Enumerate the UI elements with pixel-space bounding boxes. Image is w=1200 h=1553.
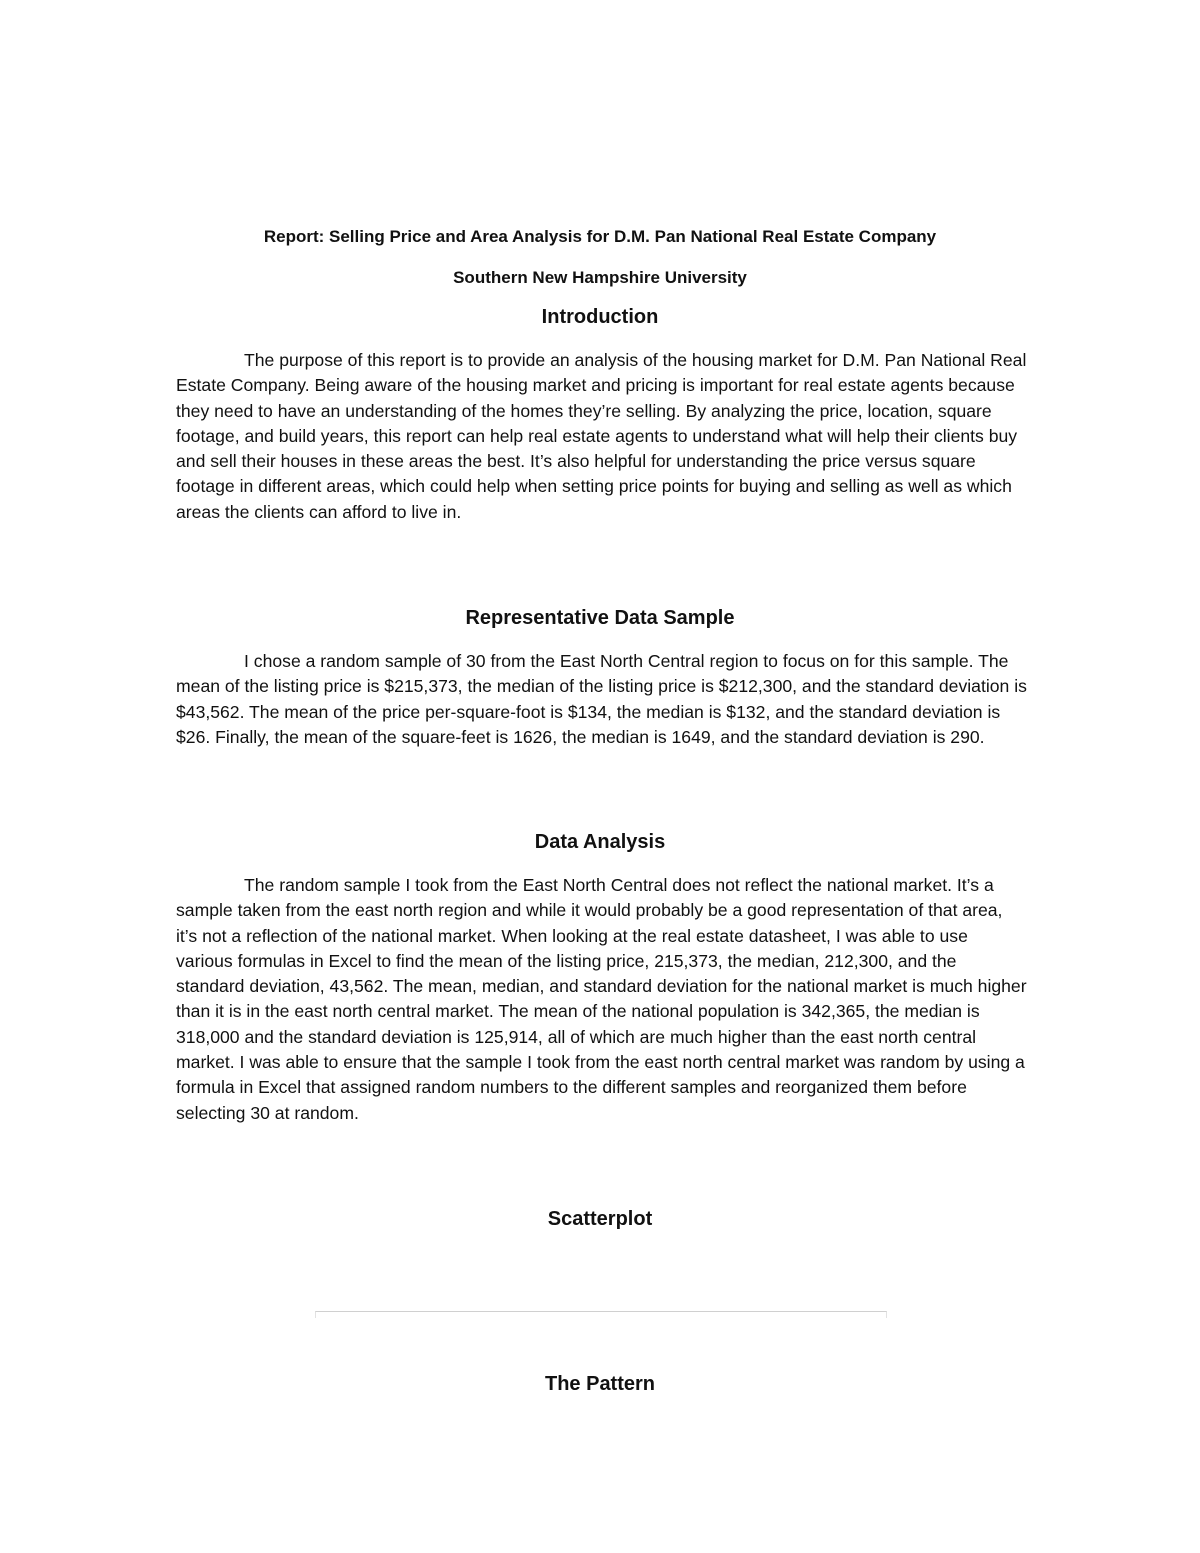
introduction-paragraph: The purpose of this report is to provide an analysis of the housing market for D.M. Pan National Real Estate Company. Being aware of the housing market and pricing is important for real estate agents because they need to have an understanding of the homes they’re selling. By analyzing the price, location, square footage, and build years, this report can help real estate agents to understand what will help their clients buy and sell their houses in these areas the best. It’s also helpful for understanding the price versus square footage in different areas, which could help when setting price points for buying and selling as well as which areas the clients can afford to live in. (176, 350, 1027, 522)
introduction-heading: Introduction (541, 306, 659, 328)
representative-sample-paragraph: I chose a random sample of 30 from the East North Central region to focus on for this sample. The mean of the listing price is $215,373, the median of the listing price is $212,300, and the standard deviation is $43,562. The mean of the price per-square-foot is $134, the median is $132, and the standard deviation is $26. Finally, the mean of the square-feet is 1626, the median is 1649, and the standard deviation is 290. (176, 651, 1027, 747)
scatterplot-heading: Scatterplot (547, 1208, 653, 1230)
data-analysis-paragraph: The random sample I took from the East North Central does not reflect the national market. It’s a sample taken from the east north region and while it would probably be a good representation of that area, it’s not a reflection of the national market. When looking at the real estate datasheet, I was able to use various formulas in Excel to find the mean of the listing price, 215,373, the median, 212,300, and the standard deviation, 43,562. The mean, median, and standard deviation for the national market is much higher than it is in the east north central market. The mean of the national population is 342,365, the median is 318,000 and the standard deviation is 125,914, all of which are much higher than the east north central market. I was able to ensure that the sample I took from the east north central market was random by using a formula in Excel that assigned random numbers to the different samples and reorganized them before selecting 30 at random. (176, 875, 1027, 1123)
institution-name: Southern New Hampshire University (453, 268, 747, 287)
scatterplot-chart-frame (315, 1311, 887, 1318)
report-title: Report: Selling Price and Area Analysis for D.M. Pan National Real Estate Company (263, 227, 937, 246)
data-analysis-heading: Data Analysis (534, 831, 666, 853)
representative-sample-heading: Representative Data Sample (465, 607, 735, 629)
pattern-heading: The Pattern (544, 1373, 656, 1395)
